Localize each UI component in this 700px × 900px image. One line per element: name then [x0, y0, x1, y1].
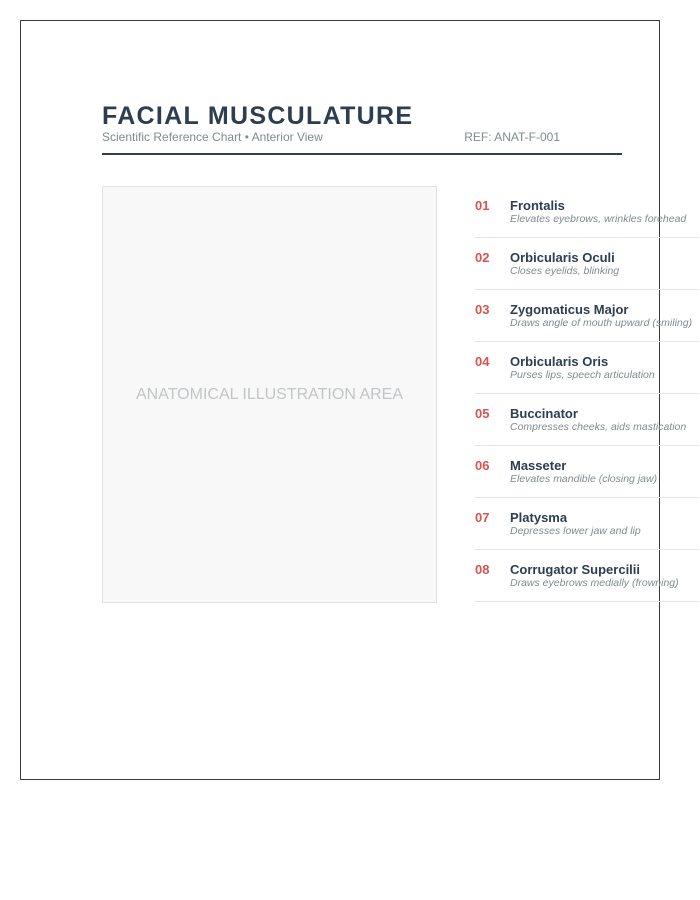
muscle-description: Elevates eyebrows, wrinkles forehead	[510, 213, 687, 225]
muscle-item	[475, 238, 699, 290]
illustration-placeholder-label: ANATOMICAL ILLUSTRATION AREA	[135, 385, 404, 403]
muscle-name: Orbicularis Oris	[510, 354, 609, 369]
header-divider	[102, 153, 622, 155]
muscle-description: Elevates mandible (closing jaw)	[510, 473, 658, 485]
muscle-name: Frontalis	[510, 198, 565, 213]
muscle-item	[475, 290, 699, 342]
muscle-number: 04	[475, 354, 490, 369]
muscle-number: 07	[475, 510, 490, 525]
page-frame	[20, 20, 693, 780]
muscle-description: Depresses lower jaw and lip	[510, 525, 641, 537]
muscle-name: Buccinator	[510, 406, 578, 421]
page-subtitle: Scientific Reference Chart • Anterior View	[102, 130, 323, 144]
muscle-number: 06	[475, 458, 490, 473]
muscle-description: Closes eyelids, blinking	[510, 265, 620, 277]
muscle-list	[475, 186, 699, 602]
page-title: FACIAL MUSCULATURE	[102, 102, 414, 130]
muscle-number: 05	[475, 406, 490, 421]
muscle-item	[475, 446, 699, 498]
muscle-description: Purses lips, speech articulation	[510, 369, 655, 381]
muscle-number: 03	[475, 302, 490, 317]
muscle-name: Masseter	[510, 458, 567, 473]
muscle-name: Orbicularis Oculi	[510, 250, 615, 265]
muscle-description: Draws eyebrows medially (frowning)	[510, 577, 679, 589]
muscle-item	[475, 498, 699, 550]
muscle-item	[475, 394, 699, 446]
muscle-name: Zygomaticus Major	[510, 302, 629, 317]
muscle-number: 02	[475, 250, 490, 265]
muscle-name: Corrugator Supercilii	[510, 562, 641, 577]
muscle-name: Platysma	[510, 510, 568, 525]
reference-code: REF: ANAT-F-001	[464, 130, 560, 144]
muscle-item	[475, 186, 699, 238]
muscle-item	[475, 342, 699, 394]
muscle-description: Compresses cheeks, aids mastication	[510, 421, 687, 433]
muscle-number: 08	[475, 562, 490, 577]
muscle-item	[475, 550, 699, 602]
muscle-number: 01	[475, 198, 490, 213]
muscle-description: Draws angle of mouth upward (smiling)	[510, 317, 693, 329]
illustration-area	[102, 186, 437, 603]
